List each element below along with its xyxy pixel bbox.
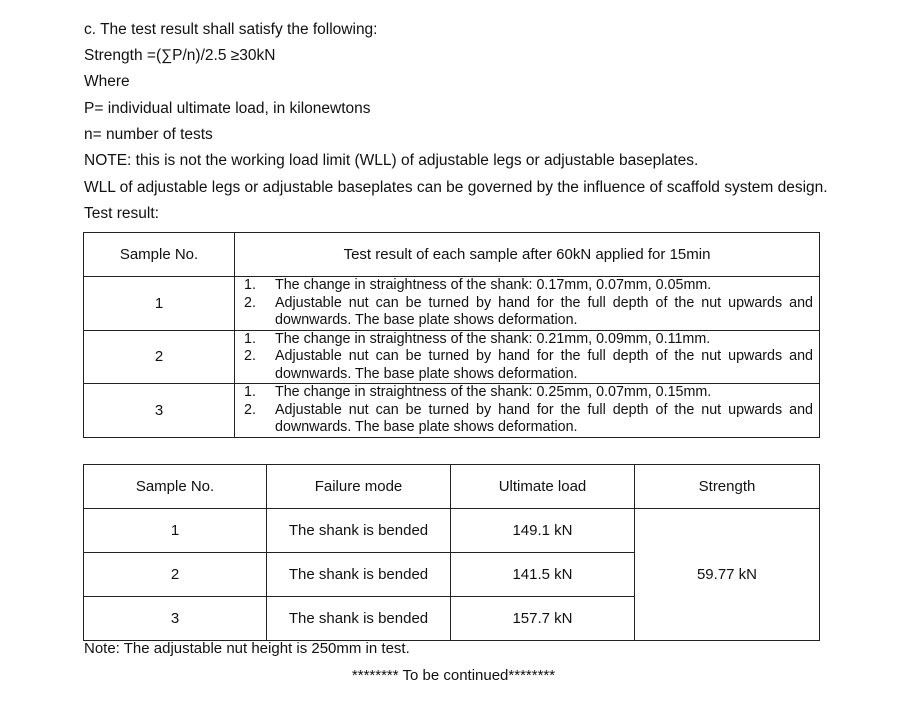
sample-number: 2 <box>84 553 267 597</box>
table-row <box>84 330 820 384</box>
result-cell <box>235 330 820 384</box>
list-item: 1. The change in straightness of the shank: 0.25mm, 0.07mm, 0.15mm. <box>244 384 712 400</box>
intro-line-where: Where <box>84 73 130 90</box>
result-cell <box>235 384 820 438</box>
strength-formula: Strength =(∑P/n)/2.5 ≥30kN <box>84 47 276 64</box>
sample-number: 3 <box>84 384 235 438</box>
list-item: 1. The change in straightness of the shank: 0.17mm, 0.07mm, 0.05mm. <box>244 277 712 293</box>
result-cell <box>235 277 820 331</box>
intro-line-wll: WLL of adjustable legs or adjustable baseplates can be governed by the influence of scaffold system design. <box>84 179 828 196</box>
to-be-continued: ******** To be continued******** <box>351 667 556 684</box>
failure-mode: The shank is bended <box>267 509 451 553</box>
sample-number: 1 <box>84 509 267 553</box>
header-test-result: Test result of each sample after 60kN applied for 15min <box>235 233 820 277</box>
list-item: 2. Adjustable nut can be turned by hand for the full depth of the nut upwards and downwards. The base plate shows deformation. <box>244 401 813 435</box>
sample-number: 3 <box>84 597 267 641</box>
table-header-row <box>84 233 820 277</box>
strength-value: 59.77 kN <box>635 509 820 641</box>
sample-number: 2 <box>84 330 235 384</box>
intro-line-p: P= individual ultimate load, in kilonewtons <box>84 100 371 117</box>
table-row <box>84 277 820 331</box>
failure-mode: The shank is bended <box>267 553 451 597</box>
table-row <box>84 384 820 438</box>
test-result-table <box>83 232 820 438</box>
nut-height-note: Note: The adjustable nut height is 250mm in test. <box>84 640 410 657</box>
intro-line-note: NOTE: this is not the working load limit (WLL) of adjustable legs or adjustable baseplates. <box>84 152 699 169</box>
list-item: 2. Adjustable nut can be turned by hand for the full depth of the nut upwards and downwards. The base plate shows deformation. <box>244 294 813 328</box>
header-strength: Strength <box>635 465 820 509</box>
ultimate-load-table <box>83 464 820 641</box>
failure-mode: The shank is bended <box>267 597 451 641</box>
header-sample-no: Sample No. <box>84 465 267 509</box>
list-item: 2. Adjustable nut can be turned by hand for the full depth of the nut upwards and downwards. The base plate shows deformation. <box>244 348 813 382</box>
intro-line-1: c. The test result shall satisfy the following: <box>84 21 378 38</box>
table-header-row <box>84 465 820 509</box>
list-item: 1. The change in straightness of the shank: 0.21mm, 0.09mm, 0.11mm. <box>244 330 711 347</box>
ultimate-load: 141.5 kN <box>451 553 635 597</box>
intro-line-test-result: Test result: <box>84 205 159 222</box>
header-sample-no: Sample No. <box>84 233 235 277</box>
ultimate-load: 149.1 kN <box>451 509 635 553</box>
ultimate-load: 157.7 kN <box>451 597 635 641</box>
header-ultimate-load: Ultimate load <box>451 465 635 509</box>
intro-line-n: n= number of tests <box>84 126 213 143</box>
table-row <box>84 509 820 553</box>
header-failure-mode: Failure mode <box>267 465 451 509</box>
sample-number: 1 <box>84 277 235 331</box>
